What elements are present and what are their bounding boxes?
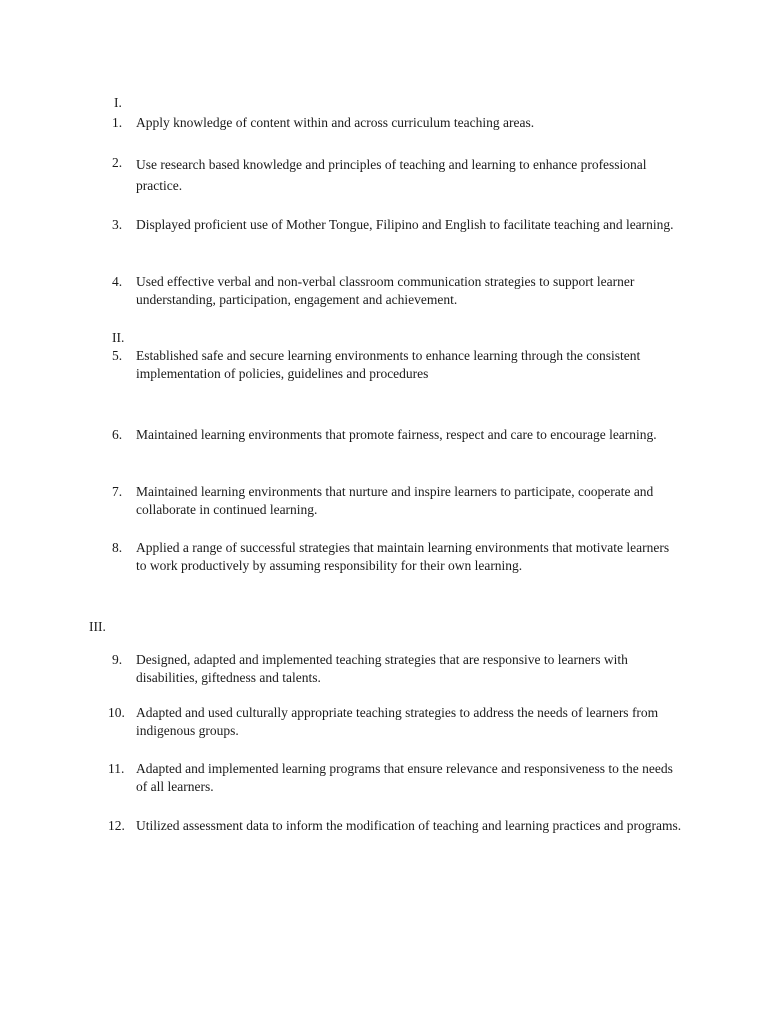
item-text: Applied a range of successful strategies that maintain learning environments that motivate learners to work productively by assuming responsibility for their own learning.	[136, 540, 670, 573]
item-number: 4.	[112, 274, 123, 289]
item-number: 10.	[108, 705, 125, 720]
list-item	[112, 426, 682, 444]
list-item	[112, 154, 682, 196]
section-heading: II.	[112, 330, 125, 345]
list-item	[112, 651, 682, 687]
list-item	[112, 347, 682, 383]
item-text: Utilized assessment data to inform the modification of teaching and learning practices and programs.	[136, 818, 682, 833]
item-number: 5.	[112, 348, 123, 363]
item-number: 9.	[112, 652, 123, 667]
list-item	[108, 817, 682, 835]
item-text: Used effective verbal and non-verbal classroom communication strategies to support learner understanding, participation, engagement and achievement.	[136, 274, 635, 307]
item-number: 11.	[108, 761, 125, 776]
list-item	[112, 483, 682, 519]
list-item	[112, 273, 682, 309]
item-number: 3.	[112, 217, 123, 232]
item-text: Displayed proficient use of Mother Tongue, Filipino and English to facilitate teaching and learning.	[136, 217, 674, 232]
item-text: Established safe and secure learning environments to enhance learning through the consistent implementation of policies, guidelines and procedures	[136, 348, 641, 381]
item-number: 1.	[112, 115, 123, 130]
item-text: Maintained learning environments that nurture and inspire learners to participate, cooperate and collaborate in continued learning.	[136, 484, 654, 517]
item-text: Apply knowledge of content within and across curriculum teaching areas.	[136, 115, 535, 130]
item-text: Adapted and used culturally appropriate teaching strategies to address the needs of learners from indigenous groups.	[136, 705, 659, 738]
item-number: 7.	[112, 484, 123, 499]
list-item	[112, 539, 682, 575]
item-text: Adapted and implemented learning programs that ensure relevance and responsiveness to the needs of all learners.	[136, 761, 673, 794]
item-number: 2.	[112, 155, 123, 170]
item-number: 8.	[112, 540, 123, 555]
list-item	[108, 704, 682, 740]
item-text: Designed, adapted and implemented teaching strategies that are responsive to learners with disabilities, giftedness and talents.	[136, 652, 628, 685]
item-text: Use research based knowledge and principles of teaching and learning to enhance professional practice.	[136, 157, 647, 193]
section-heading: III.	[89, 619, 106, 634]
list-item	[108, 760, 682, 796]
list-item	[112, 216, 682, 234]
list-item	[112, 114, 682, 132]
section-heading: I.	[114, 95, 122, 110]
item-text: Maintained learning environments that promote fairness, respect and care to encourage learning.	[136, 427, 657, 442]
item-number: 6.	[112, 427, 123, 442]
item-number: 12.	[108, 818, 125, 833]
